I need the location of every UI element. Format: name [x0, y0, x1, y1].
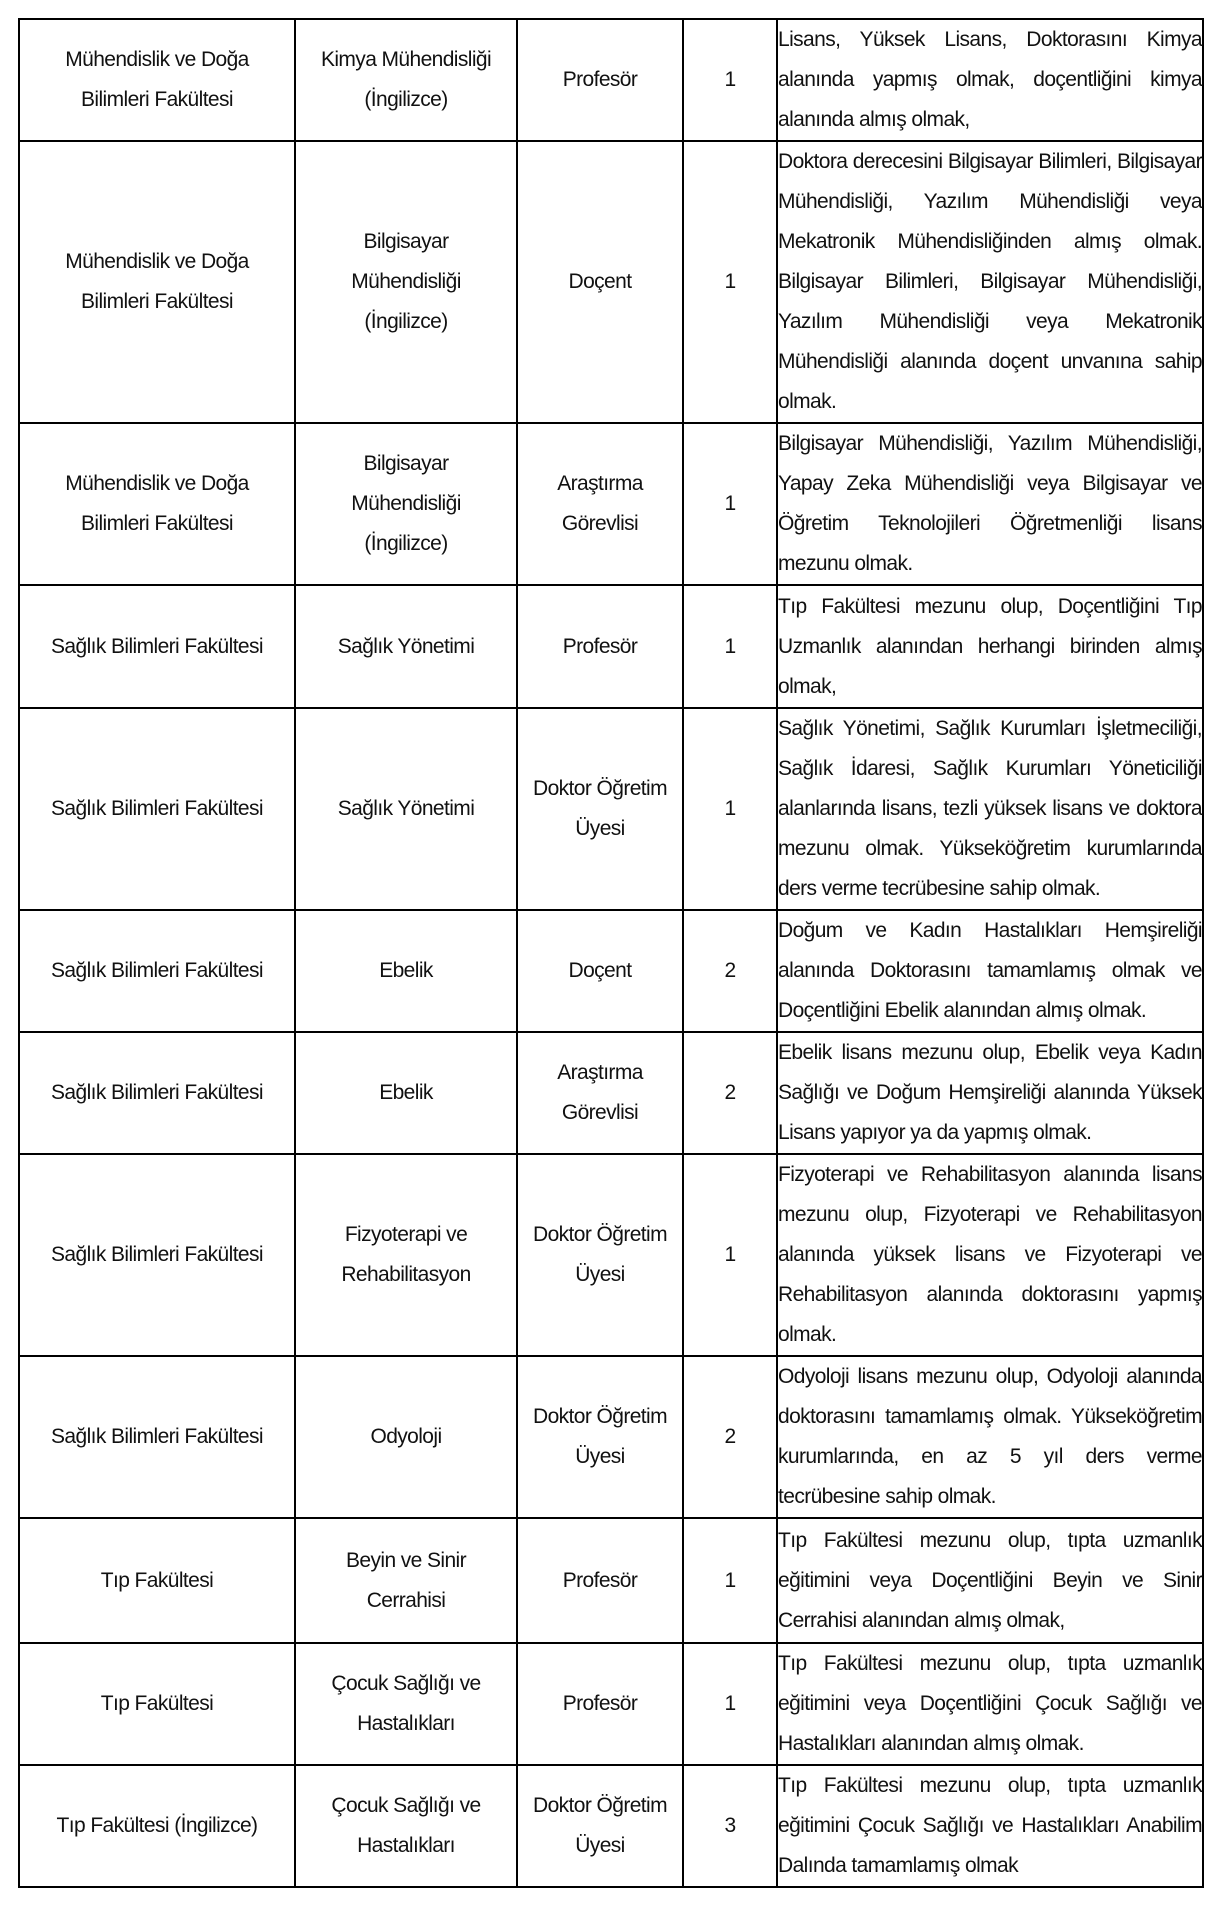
title-cell	[517, 1518, 683, 1643]
count-cell	[683, 910, 777, 1032]
faculty-text: Mühendislik ve Doğa Bilimleri Fakültesi	[65, 472, 249, 535]
count-text: 1	[724, 68, 736, 91]
requirements-text: Lisans, Yüksek Lisans, Doktorasını Kimya alanında yapmış olmak, doçentliğini kimya alanında almış olmak,	[778, 28, 1202, 131]
requirements-text: Tıp Fakültesi mezunu olup, tıpta uzmanlık eğitimini veya Doçentliğini Beyin ve Sinir Cerrahisi alanından almış olmak,	[778, 1528, 1202, 1632]
title-cell	[517, 141, 683, 423]
title-text: Doktor Öğretim Üyesi	[533, 1405, 667, 1468]
title-text: Doktor Öğretim Üyesi	[533, 777, 667, 840]
faculty-text: Tıp Fakültesi	[100, 1692, 214, 1715]
count-cell	[683, 423, 777, 585]
department-cell	[295, 423, 517, 585]
department-cell	[295, 1356, 517, 1518]
count-cell	[683, 19, 777, 141]
faculty-text: Tıp Fakültesi	[100, 1568, 214, 1592]
requirements-text: Tıp Fakültesi mezunu olup, Doçentliğini Tıp Uzmanlık alanından herhangi birinden almış olmak,	[778, 594, 1202, 698]
title-text: Doçent	[568, 959, 632, 982]
department-cell	[295, 141, 517, 423]
faculty-text: Mühendislik ve Doğa Bilimleri Fakültesi	[65, 250, 249, 313]
department-text: Bilgisayar Mühendisliği (İngilizce)	[351, 452, 461, 555]
count-text: 1	[724, 1568, 736, 1592]
count-text: 1	[724, 1692, 736, 1715]
requirements-text: Ebelik lisans mezunu olup, Ebelik veya Kadın Sağlığı ve Doğum Hemşireliği alanında Yüksek Lisans yapıyor ya da yapmış olmak.	[778, 1041, 1202, 1144]
table-row	[19, 1154, 1203, 1356]
table-row	[19, 910, 1203, 1032]
requirements-text: Odyoloji lisans mezunu olup, Odyoloji alanında doktorasını tamamlamış olmak. Yükseköğretim kurumlarında, en az 5 yıl ders verme tecrübesine sahip olmak.	[778, 1365, 1202, 1508]
faculty-cell	[19, 1518, 295, 1643]
title-cell	[517, 1154, 683, 1356]
faculty-text: Sağlık Bilimleri Fakültesi	[51, 634, 263, 658]
requirements-text: Bilgisayar Mühendisliği, Yazılım Mühendisliği, Yapay Zeka Mühendisliği veya Bilgisayar ve Öğretim Teknolojileri Öğretmenliği lisans mezunu olmak.	[778, 432, 1202, 575]
count-cell	[683, 141, 777, 423]
requirements-text: Doğum ve Kadın Hastalıkları Hemşireliği alanında Doktorasını tamamlamış olmak ve Doçentliğini Ebelik alanından almış olmak.	[778, 919, 1202, 1022]
title-text: Doktor Öğretim Üyesi	[533, 1794, 667, 1857]
count-cell	[683, 708, 777, 910]
department-text: Sağlık Yönetimi	[337, 634, 475, 658]
requirements-cell	[777, 1518, 1203, 1643]
title-cell	[517, 1356, 683, 1518]
table-row	[19, 585, 1203, 708]
faculty-cell	[19, 1356, 295, 1518]
requirements-text: Tıp Fakültesi mezunu olup, tıpta uzmanlık eğitimini veya Doçentliğini Çocuk Sağlığı ve Hastalıkları alanından almış olmak.	[778, 1652, 1202, 1755]
department-cell	[295, 1765, 517, 1887]
title-text: Profesör	[562, 634, 638, 658]
count-cell	[683, 1154, 777, 1356]
faculty-cell	[19, 910, 295, 1032]
requirements-cell	[777, 141, 1203, 423]
count-cell	[683, 1518, 777, 1643]
count-cell	[683, 1643, 777, 1765]
faculty-cell	[19, 1643, 295, 1765]
requirements-cell	[777, 1643, 1203, 1765]
faculty-text: Mühendislik ve Doğa Bilimleri Fakültesi	[65, 48, 249, 111]
faculty-text: Sağlık Bilimleri Fakültesi	[51, 959, 263, 982]
title-text: Profesör	[562, 68, 638, 91]
faculty-text: Tıp Fakültesi (İngilizce)	[56, 1814, 258, 1837]
department-text: Çocuk Sağlığı ve Hastalıkları	[331, 1794, 481, 1857]
department-cell	[295, 1518, 517, 1643]
requirements-cell	[777, 708, 1203, 910]
faculty-cell	[19, 1154, 295, 1356]
faculty-text: Sağlık Bilimleri Fakültesi	[51, 797, 263, 820]
requirements-cell	[777, 1154, 1203, 1356]
faculty-cell	[19, 423, 295, 585]
title-text: Araştırma Görevlisi	[557, 472, 643, 535]
count-cell	[683, 1032, 777, 1154]
faculty-text: Sağlık Bilimleri Fakültesi	[51, 1243, 263, 1266]
table-row	[19, 708, 1203, 910]
department-cell	[295, 1643, 517, 1765]
requirements-text: Sağlık Yönetimi, Sağlık Kurumları İşletmeciliği, Sağlık İdaresi, Sağlık Kurumları Yöneticiliği alanlarında lisans, tezli yüksek lisans ve doktora mezunu olmak. Yükseköğretim kurumlarında ders verme tecrübesine sahip olmak.	[778, 717, 1202, 900]
faculty-text: Sağlık Bilimleri Fakültesi	[51, 1425, 263, 1448]
table-row	[19, 1032, 1203, 1154]
requirements-cell	[777, 585, 1203, 708]
department-text: Sağlık Yönetimi	[337, 797, 475, 820]
faculty-cell	[19, 1765, 295, 1887]
table-row	[19, 141, 1203, 423]
title-cell	[517, 585, 683, 708]
department-text: Odyoloji	[370, 1425, 442, 1448]
count-text: 2	[724, 959, 736, 982]
requirements-cell	[777, 1765, 1203, 1887]
positions-table-body	[19, 19, 1203, 1887]
department-cell	[295, 1032, 517, 1154]
department-text: Ebelik	[379, 959, 433, 982]
requirements-cell	[777, 1356, 1203, 1518]
requirements-cell	[777, 910, 1203, 1032]
count-text: 3	[724, 1814, 736, 1837]
faculty-text: Sağlık Bilimleri Fakültesi	[51, 1081, 263, 1104]
requirements-cell	[777, 19, 1203, 141]
faculty-cell	[19, 708, 295, 910]
count-text: 1	[724, 1243, 736, 1266]
department-cell	[295, 19, 517, 141]
table-row	[19, 19, 1203, 141]
count-text: 1	[724, 270, 736, 293]
faculty-cell	[19, 19, 295, 141]
table-row	[19, 1765, 1203, 1887]
title-text: Doktor Öğretim Üyesi	[533, 1223, 667, 1286]
count-text: 1	[724, 634, 736, 658]
faculty-cell	[19, 141, 295, 423]
department-text: Çocuk Sağlığı ve Hastalıkları	[331, 1672, 481, 1735]
count-text: 2	[724, 1425, 736, 1448]
requirements-cell	[777, 1032, 1203, 1154]
department-text: Fizyoterapi ve Rehabilitasyon	[341, 1223, 471, 1286]
title-cell	[517, 1765, 683, 1887]
table-row	[19, 423, 1203, 585]
table-row	[19, 1356, 1203, 1518]
department-cell	[295, 910, 517, 1032]
count-cell	[683, 1765, 777, 1887]
department-cell	[295, 585, 517, 708]
department-text: Kimya Mühendisliği (İngilizce)	[320, 48, 492, 111]
title-cell	[517, 1643, 683, 1765]
title-cell	[517, 19, 683, 141]
count-cell	[683, 585, 777, 708]
department-cell	[295, 708, 517, 910]
requirements-cell	[777, 423, 1203, 585]
department-text: Ebelik	[379, 1081, 433, 1104]
count-cell	[683, 1356, 777, 1518]
department-cell	[295, 1154, 517, 1356]
department-text: Beyin ve Sinir Cerrahisi	[346, 1548, 466, 1612]
count-text: 2	[724, 1081, 736, 1104]
faculty-cell	[19, 585, 295, 708]
requirements-text: Tıp Fakültesi mezunu olup, tıpta uzmanlık eğitimini Çocuk Sağlığı ve Hastalıkları Anabilim Dalında tamamlamış olmak	[778, 1774, 1202, 1877]
count-text: 1	[724, 492, 736, 515]
title-text: Doçent	[568, 270, 632, 293]
title-cell	[517, 708, 683, 910]
title-text: Profesör	[562, 1568, 638, 1592]
requirements-text: Fizyoterapi ve Rehabilitasyon alanında lisans mezunu olup, Fizyoterapi ve Rehabilitasyon alanında yüksek lisans ve Fizyoterapi ve Rehabilitasyon alanında doktorasını yapmış olmak.	[778, 1163, 1202, 1346]
title-cell	[517, 1032, 683, 1154]
faculty-cell	[19, 1032, 295, 1154]
requirements-text: Doktora derecesini Bilgisayar Bilimleri, Bilgisayar Mühendisliği, Yazılım Mühendisliği veya Mekatronik Mühendisliğinden almış olmak. Bilgisayar Bilimleri, Bilgisayar Mühendisliği, Yazılım Mühendisliği veya Mekatronik Mühendisliği alanında doçent unvanına sahip olmak.	[778, 150, 1202, 413]
title-cell	[517, 423, 683, 585]
title-text: Profesör	[562, 1692, 638, 1715]
department-text: Bilgisayar Mühendisliği (İngilizce)	[351, 230, 461, 333]
table-row	[19, 1643, 1203, 1765]
table-row	[19, 1518, 1203, 1643]
positions-table	[18, 18, 1204, 1888]
title-text: Araştırma Görevlisi	[557, 1061, 643, 1124]
count-text: 1	[724, 797, 736, 820]
title-cell	[517, 910, 683, 1032]
